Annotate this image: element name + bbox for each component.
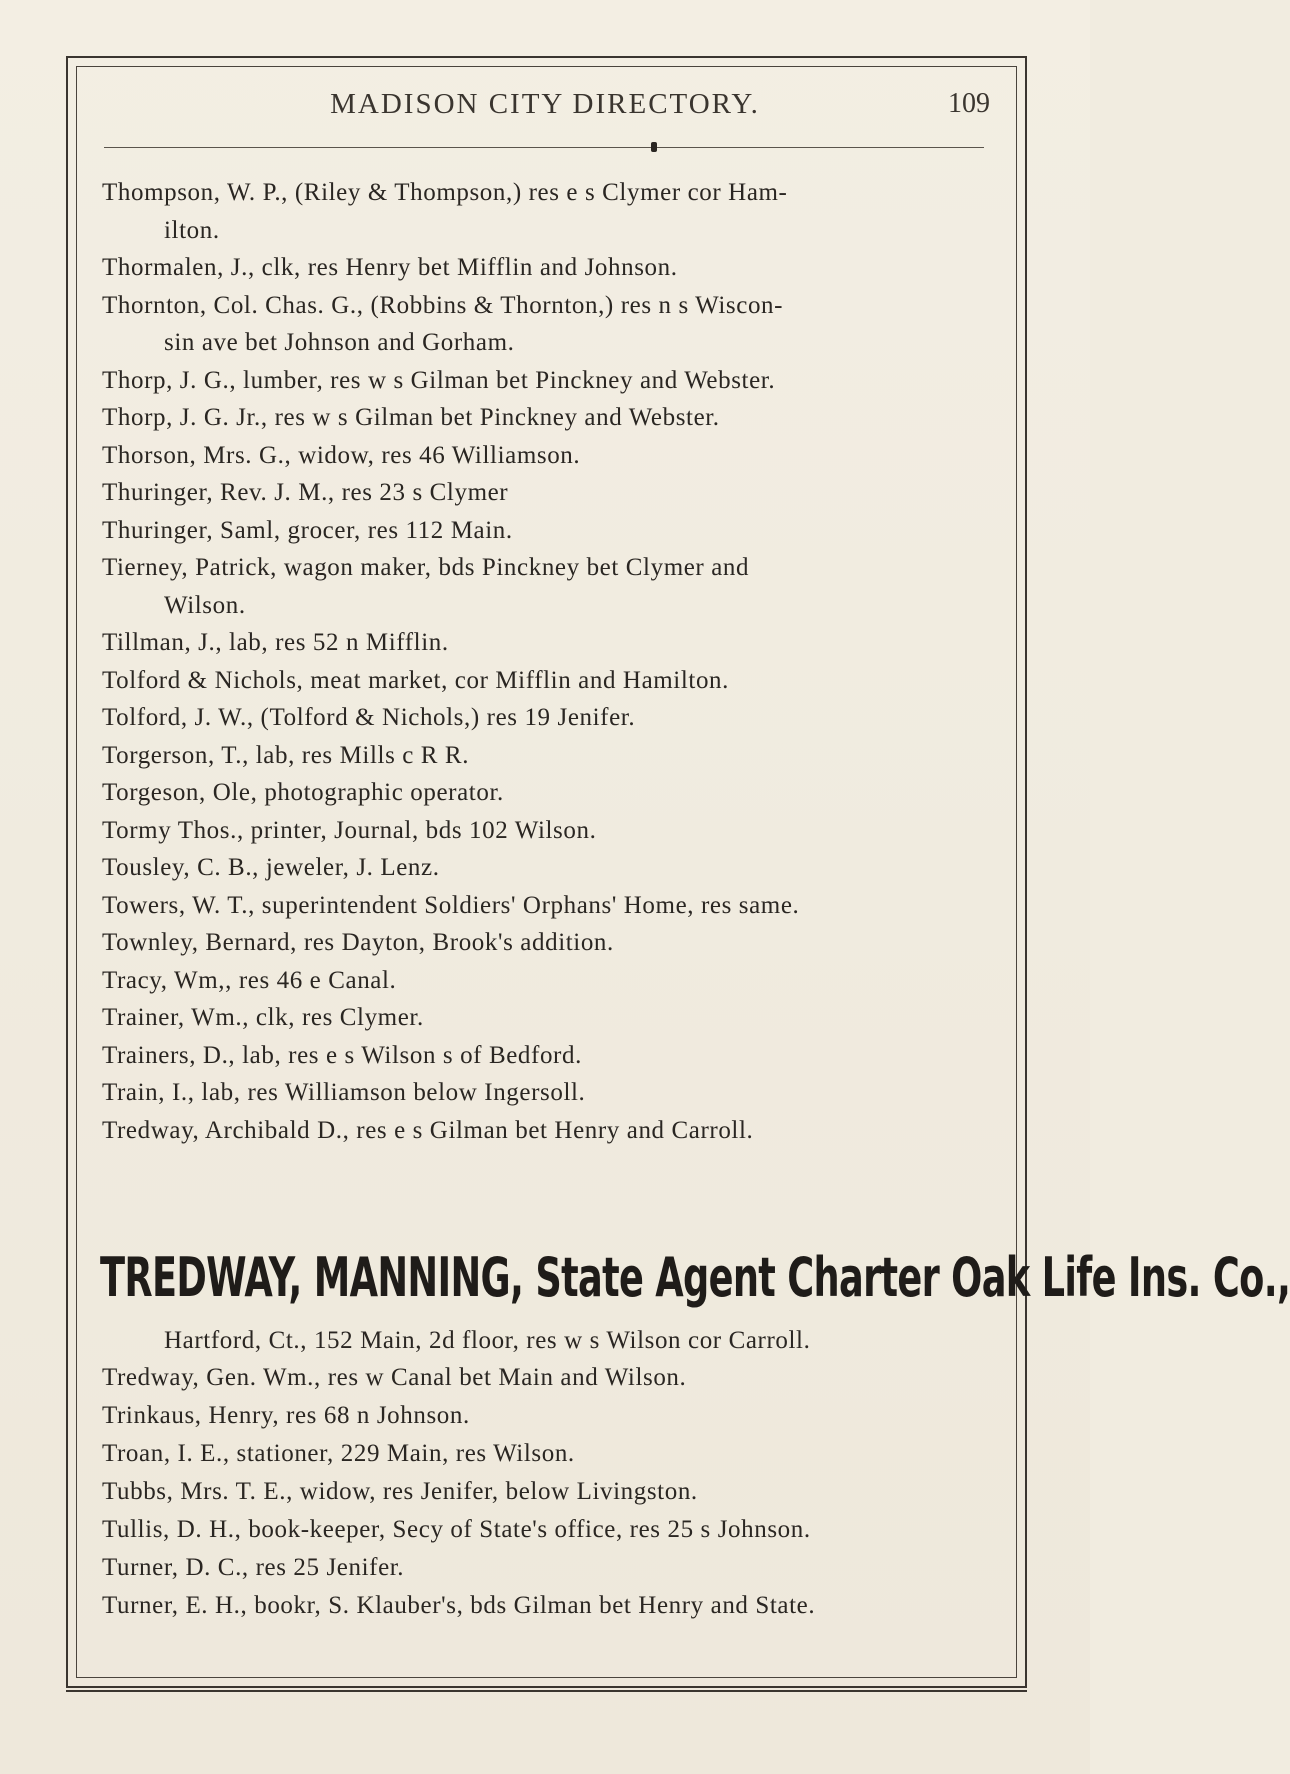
directory-entry: Tolford & Nichols, meat market, cor Mifflin and Hamilton.: [102, 666, 729, 694]
directory-entry-continuation: ilton.: [164, 216, 220, 244]
directory-entry: Towers, W. T., superintendent Soldiers' Orphans' Home, res same.: [102, 891, 800, 919]
directory-entry: Thormalen, J., clk, res Henry bet Mifflin and Johnson.: [102, 254, 678, 281]
directory-entry: Turner, E. H., bookr, S. Klauber's, bds Gilman bet Henry and State.: [102, 1592, 816, 1619]
directory-entry: Thornton, Col. Chas. G., (Robbins & Thornton,) res n s Wiscon-: [102, 291, 784, 319]
directory-entry: Tierney, Patrick, wagon maker, bds Pinckney bet Clymer and: [102, 554, 750, 581]
directory-entry: Tredway, Archibald D., res e s Gilman bet Henry and Carroll.: [102, 1116, 754, 1144]
bottom-rule: [66, 1690, 1027, 1692]
directory-entry: Thorp, J. G., lumber, res w s Gilman bet Pinckney and Webster.: [102, 366, 776, 394]
directory-entry: Tormy Thos., printer, Journal, bds 102 Wilson.: [102, 816, 597, 844]
running-head: MADISON CITY DIRECTORY.: [330, 88, 760, 120]
directory-entry: Thuringer, Rev. J. M., res 23 s Clymer: [102, 479, 509, 506]
advertisement-continuation: Hartford, Ct., 152 Main, 2d floor, res w s Wilson cor Carroll.: [164, 1327, 811, 1354]
directory-entry: Tredway, Gen. Wm., res w Canal bet Main and Wilson.: [102, 1364, 687, 1391]
directory-entry: Troan, I. E., stationer, 229 Main, res Wilson.: [102, 1440, 575, 1467]
directory-entries: [102, 174, 992, 1149]
directory-entry: Thorson, Mrs. G., widow, res 46 Williamson.: [102, 441, 581, 469]
directory-entry: Townley, Bernard, res Dayton, Brook's addition.: [102, 929, 614, 956]
directory-entry: Torgeson, Ole, photographic operator.: [102, 779, 504, 806]
directory-entry: Train, I., lab, res Williamson below Ingersoll.: [102, 1079, 586, 1106]
directory-entry: Torgerson, T., lab, res Mills c R R.: [102, 741, 470, 769]
directory-entry: Turner, D. C., res 25 Jenifer.: [102, 1554, 405, 1581]
advertisement-headline: TREDWAY, MANNING, State Agent Charter Oak Life Ins. Co.,: [100, 1246, 1290, 1309]
directory-entry-continuation: sin ave bet Johnson and Gorham.: [164, 329, 515, 356]
directory-entry: Trinkaus, Henry, res 68 n Johnson.: [102, 1402, 470, 1429]
directory-entry-continuation: Wilson.: [164, 591, 246, 619]
directory-entry: Tracy, Wm,, res 46 e Canal.: [102, 966, 397, 994]
directory-entry: Tolford, J. W., (Tolford & Nichols,) res 19 Jenifer.: [102, 704, 636, 731]
directory-entry: Tullis, D. H., book-keeper, Secy of State's office, res 25 s Johnson.: [102, 1516, 811, 1543]
directory-entries-after: [102, 1359, 992, 1625]
rule-ornament: [651, 142, 657, 152]
directory-entry: Tubbs, Mrs. T. E., widow, res Jenifer, below Livingston.: [102, 1478, 698, 1505]
directory-entry: Tillman, J., lab, res 52 n Mifflin.: [102, 629, 449, 656]
page-number: 109: [948, 88, 990, 119]
directory-entry: Thorp, J. G. Jr., res w s Gilman bet Pinckney and Webster.: [102, 404, 720, 431]
directory-entry: Trainer, Wm., clk, res Clymer.: [102, 1004, 424, 1031]
header-rule: [104, 147, 984, 148]
directory-entry: Trainers, D., lab, res e s Wilson s of Bedford.: [102, 1041, 582, 1069]
directory-entry: Tousley, C. B., jeweler, J. Lenz.: [102, 854, 440, 881]
directory-entry: Thuringer, Saml, grocer, res 112 Main.: [102, 516, 513, 544]
page-header: [100, 88, 990, 128]
directory-entry: Thompson, W. P., (Riley & Thompson,) res e s Clymer cor Ham-: [102, 179, 788, 206]
